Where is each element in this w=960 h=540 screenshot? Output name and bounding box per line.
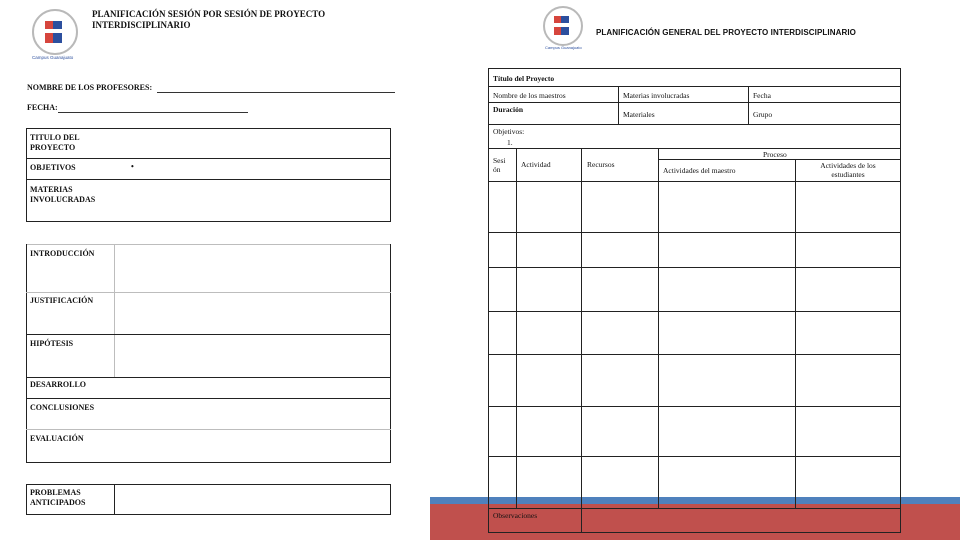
objetivo-1: 1. [507, 138, 513, 147]
justificacion-label: JUSTIFICACIÓN [30, 296, 94, 305]
left-title-line2: INTERDISCIPLINARIO [92, 20, 191, 30]
act-estudiantes-header: Actividades de los estudiantes [820, 161, 876, 179]
fecha-label: FECHA: [27, 103, 58, 112]
duracion-label: Duración [493, 105, 523, 114]
grupo-label: Grupo [753, 110, 773, 119]
fecha-line [58, 112, 248, 113]
objetivos-label: OBJETIVOS [30, 163, 76, 172]
observaciones-label: Observaciones [493, 511, 538, 520]
desarrollo-label: DESARROLLO [30, 380, 87, 389]
titulo-proyecto-label: Título del Proyecto [493, 74, 555, 83]
school-logo-right [540, 5, 588, 53]
actividad-header: Actividad [521, 160, 551, 169]
conclusiones-label: CONCLUSIONES [30, 403, 95, 412]
nombre-maestros-label: Nombre de los maestros [493, 91, 566, 100]
titulo-label: TITULO DEL PROYECTO [30, 133, 80, 152]
left-table-general [26, 128, 391, 222]
introduccion-label: INTRODUCCIÓN [30, 249, 95, 258]
materias-label: MATERIAS INVOLUCRADAS [30, 185, 96, 204]
left-page-title [92, 9, 325, 31]
hipotesis-label: HIPÓTESIS [30, 339, 74, 348]
objetivos-bullet: • [131, 162, 134, 171]
table2-column-divider [114, 244, 115, 377]
objetivos-label: Objetivos: [493, 127, 525, 136]
act-maestro-header: Actividades del maestro [663, 166, 736, 175]
evaluacion-label: EVALUACIÓN [30, 434, 84, 443]
logo-caption: Campus Guanajuato [32, 55, 74, 60]
problemas-label: PROBLEMAS ANTICIPADOS [30, 488, 86, 507]
profesores-label: NOMBRE DE LOS PROFESORES: [27, 83, 153, 92]
left-title-line1: PLANIFICACIÓN SESIÓN POR SESIÓN DE PROYECTO [92, 9, 326, 19]
logo-caption: Campus Guanajuato [545, 45, 582, 50]
proceso-header: Proceso [763, 150, 787, 159]
sesion-header: Sesi ón [493, 156, 506, 174]
materiales-label: Materiales [623, 110, 655, 119]
right-page-title: PLANIFICACIÓN GENERAL DEL PROYECTO INTERDISCIPLINARIO [596, 28, 856, 37]
school-logo-left [28, 7, 80, 67]
profesores-line [157, 92, 395, 93]
fecha-label: Fecha [753, 91, 771, 100]
materias-involucradas-label: Materias involucradas [623, 91, 690, 100]
recursos-header: Recursos [587, 160, 615, 169]
right-table-general [488, 68, 901, 533]
